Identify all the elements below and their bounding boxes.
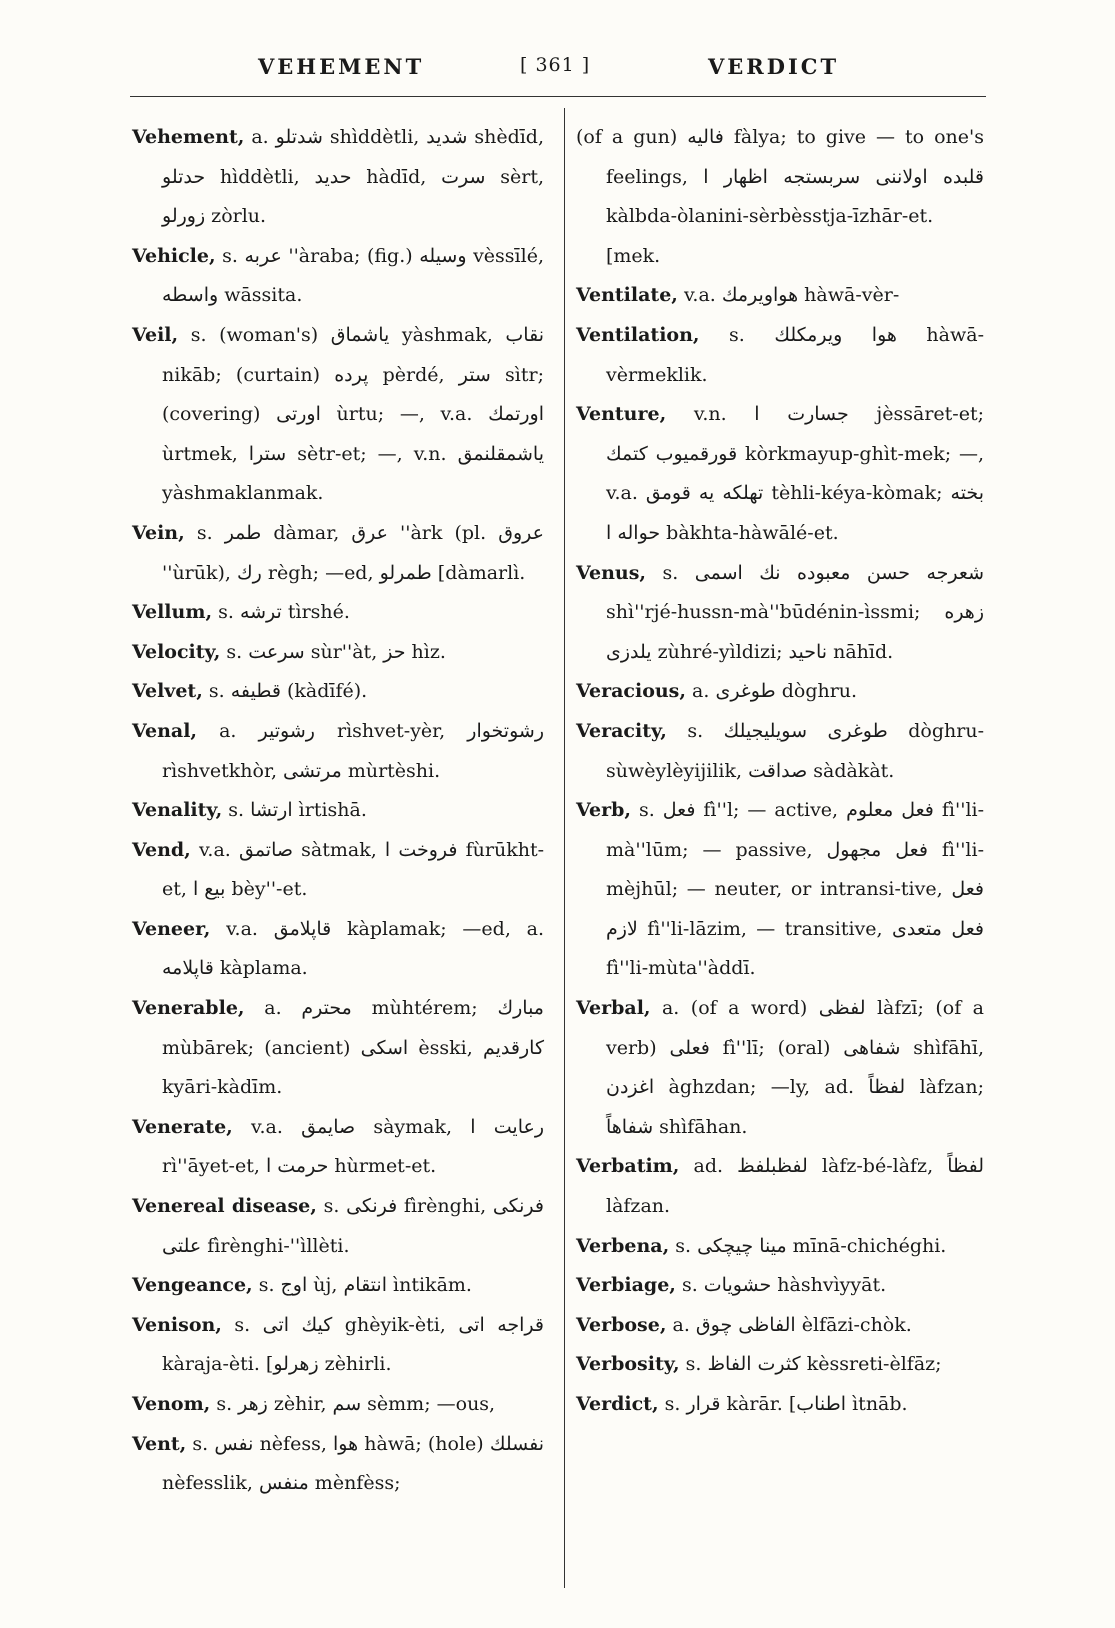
entry-definition: s. عربه ''àraba; (fig.) وسیله vèssīlé, واسطه wāssita. <box>162 244 544 307</box>
dictionary-entry <box>132 791 544 831</box>
entry-headword: Veil, <box>132 323 179 346</box>
dictionary-entry <box>132 712 544 791</box>
entry-definition: s. کثرت الفاظ kèssreti-èlfāz; <box>679 1353 942 1376</box>
entry-headword: Verbena, <box>576 1234 670 1257</box>
entry-headword: Vehement, <box>132 126 245 148</box>
dictionary-entry <box>576 276 984 316</box>
dictionary-entry <box>132 237 544 316</box>
entry-headword: Venus, <box>576 561 647 584</box>
dictionary-entry <box>576 672 984 712</box>
dictionary-entry <box>132 316 544 514</box>
dictionary-entry <box>576 316 984 395</box>
dictionary-entry <box>132 1108 544 1187</box>
dictionary-entry <box>576 712 984 791</box>
entry-definition: s. زهر zèhir, سم sèmm; —ous, <box>210 1393 496 1415</box>
entry-headword: Verbatim, <box>576 1155 680 1178</box>
entry-definition: s. حشویات hàshvìyyāt. <box>675 1274 887 1297</box>
left-column <box>132 118 544 1504</box>
entry-headword: Ventilation, <box>576 323 700 346</box>
entry-headword: Vellum, <box>132 601 213 624</box>
entry-definition: s. شعرجه حسن معبوده نك اسمی shì''rjé-hussn-mà''būdénin-ìssmi; زهره یلدزی zùhré-yìldizi; ناحید nāhīd. <box>606 561 984 663</box>
header-rule <box>130 96 986 97</box>
dictionary-entry <box>576 1306 984 1346</box>
entry-headword: Verbiage, <box>576 1274 676 1297</box>
dictionary-entry <box>576 1147 984 1226</box>
dictionary-entry <box>576 395 984 553</box>
entry-definition: s. قرار kàrār. [اطناب ìtnāb. <box>658 1393 908 1415</box>
dictionary-entry <box>132 1425 544 1504</box>
dictionary-entry <box>132 910 544 989</box>
entry-definition: s. طمر dàmar, عرق ''àrk (pl. عروق ''ùrūk), رك règh; —ed, طمرلو [dàmarlì. <box>162 521 544 584</box>
entry-headword: Velocity, <box>132 640 221 663</box>
entry-headword: Veracious, <box>576 680 686 703</box>
entry-headword: Vend, <box>132 838 191 861</box>
dictionary-entry <box>132 1385 544 1425</box>
entry-definition: ad. لفظبلفظ làfz-bé-làfz, لفظاً làfzan. <box>606 1155 984 1218</box>
dictionary-entry <box>576 791 984 989</box>
dictionary-entry <box>576 1345 984 1385</box>
entry-headword: Vein, <box>132 521 185 544</box>
entry-headword: Verdict, <box>576 1393 659 1415</box>
dictionary-entry <box>132 989 544 1108</box>
dictionary-entry <box>132 1266 544 1306</box>
dictionary-entry <box>576 118 984 276</box>
entry-headword: Verb, <box>576 799 631 822</box>
entry-definition: v.n. جسارت ا jèssāret-et; قورقمیوب کتمك kòrkmayup-ghìt-mek; —, v.a. تهلکه یه قومق tèhli-kéya-kòmak; بخته حواله ا bàkhta-hàwālé-et. <box>606 403 985 544</box>
guide-word-right: VERDICT <box>708 54 840 79</box>
entry-definition: v.a. قاپلامق kàplamak; —ed, a. قاپلامه kàplama. <box>162 917 544 980</box>
dictionary-entry <box>576 554 984 673</box>
entry-definition: a. محترم mùhtérem; مبارك mùbārek; (ancient) اسکی èsski, کارقدیم kyāri-kàdīm. <box>162 997 544 1099</box>
entry-headword: Venerate, <box>132 1115 233 1138</box>
dictionary-entry <box>132 514 544 593</box>
dictionary-entry <box>132 118 544 237</box>
entry-definition: s. طوغری سویلیجیلك dòghru-sùwèylèyijilik, صداقت sàdàkàt. <box>606 719 984 782</box>
dictionary-entry <box>132 831 544 910</box>
entry-headword: Vengeance, <box>132 1274 253 1297</box>
column-divider <box>564 108 565 1588</box>
right-column <box>576 118 984 1425</box>
entry-definition: s. سرعت sùr''àt, حز hìz. <box>220 640 446 663</box>
entry-headword: Venison, <box>132 1313 222 1336</box>
entry-headword: Venereal disease, <box>132 1195 317 1218</box>
entry-definition: s. کیك اتی ghèyik-èti, قراجه اتی kàraja-èti. [زهرلو zèhirli. <box>162 1313 544 1376</box>
entry-headword: Vehicle, <box>132 244 216 267</box>
entry-headword: Venality, <box>132 799 223 822</box>
entry-headword: Ventilate, <box>576 284 678 307</box>
entry-definition: a. الفاظی چوق èlfāzi-chòk. <box>666 1313 912 1336</box>
dictionary-entry <box>132 1306 544 1385</box>
guide-word-left: VEHEMENT <box>258 54 425 79</box>
entry-definition: s. قطیفه (kàdīfé). <box>202 680 368 703</box>
entry-headword: Venture, <box>576 403 667 426</box>
entry-definition: s. هوا ویرمکلك hàwā-vèrmeklik. <box>606 323 984 386</box>
entry-headword: Vent, <box>132 1432 187 1455</box>
entry-definition: s. فعل fì''l; — active, فعل معلوم fì''li-mà''lūm; — passive, فعل مجهول fì''li-mèjhūl; — neuter, or intransi-tive, فعل لازم fì''li-lāzim, — transitive, فعل متعدی fì''li-mùta''àddī. <box>606 799 985 980</box>
dictionary-entry <box>132 1187 544 1266</box>
entry-definition: s. اوج ùj, انتقام ìntikām. <box>252 1274 472 1297</box>
entry-definition: s. نفس nèfess, هوا hàwā; (hole) نفسلك nèfesslik, منفس mènfèss; <box>162 1432 544 1495</box>
dictionary-entry <box>576 989 984 1147</box>
entry-definition: s. ارتشا ìrtishā. <box>222 799 367 822</box>
entry-headword: Veneer, <box>132 917 211 940</box>
dictionary-entry <box>132 593 544 633</box>
page-number: [ 361 ] <box>520 54 591 76</box>
entry-definition: v.a. صاتمق sàtmak, فروخت ا fùrūkht-et, بیع ا bèy''-et. <box>162 838 544 901</box>
entry-definition: a. شدتلو shìddètli, شدید shèdīd, حدتلو hìddètli, حدید hàdīd, سرت sèrt, زورلو zòrlu. <box>162 126 545 228</box>
entry-definition: (of a gun) فالیه fàlya; to give — to one's feelings, قلبده اولاننی سربستجه اظهار ا kàlbda-òlanini-sèrbèsstja-īzhār-et. [mek. <box>576 126 984 267</box>
entry-definition: a. رشوتیر rìshvet-yèr, رشوتخوار rìshvetkhòr, مرتشی mùrtèshi. <box>162 719 544 782</box>
entry-headword: Venal, <box>132 719 198 742</box>
entry-headword: Venom, <box>132 1393 211 1415</box>
dictionary-entry <box>576 1385 984 1425</box>
dictionary-entry <box>132 633 544 673</box>
entry-headword: Venerable, <box>132 997 245 1020</box>
entry-definition: a. طوغری dòghru. <box>686 680 858 703</box>
running-header <box>0 54 1115 88</box>
entry-definition: s. (woman's) یاشماق yàshmak, نقاب nikāb; (curtain) پرده pèrdé, ستر sìtr; (covering) اورتی ùrtu; —, v.a. اورتمك ùrtmek, سترا sètr-et; —, v.n. یاشمقلنمق yàshmaklanmak. <box>162 323 545 505</box>
entry-definition: s. فرنکی fìrènghi, فرنکی علتی fìrènghi-''ìllèti. <box>162 1195 544 1257</box>
entry-headword: Verbal, <box>576 997 651 1020</box>
entry-definition: a. (of a word) لفظی làfzī; (of a verb) فعلی fì''lī; (oral) شفاهی shìfāhī, اغزدن àghzdan; —ly, ad. لفظاً làfzan; شفاهاً shìfāhan. <box>606 997 984 1138</box>
entry-headword: Verbose, <box>576 1313 667 1336</box>
entry-headword: Verbosity, <box>576 1353 680 1376</box>
entry-headword: Veracity, <box>576 719 667 742</box>
dictionary-entry <box>132 672 544 712</box>
entry-definition: s. ترشه tìrshé. <box>212 601 350 624</box>
dictionary-entry <box>576 1266 984 1306</box>
entry-headword: Velvet, <box>132 680 203 703</box>
entry-definition: v.a. صایمق sàymak, رعایت ا rì''āyet-et, حرمت ا hùrmet-et. <box>162 1115 544 1178</box>
entry-definition: s. مینا چیچکی mīnā-chichéghi. <box>669 1234 947 1257</box>
entry-definition: v.a. هواویرمك hàwā-vèr- <box>677 284 900 307</box>
dictionary-entry <box>576 1227 984 1267</box>
